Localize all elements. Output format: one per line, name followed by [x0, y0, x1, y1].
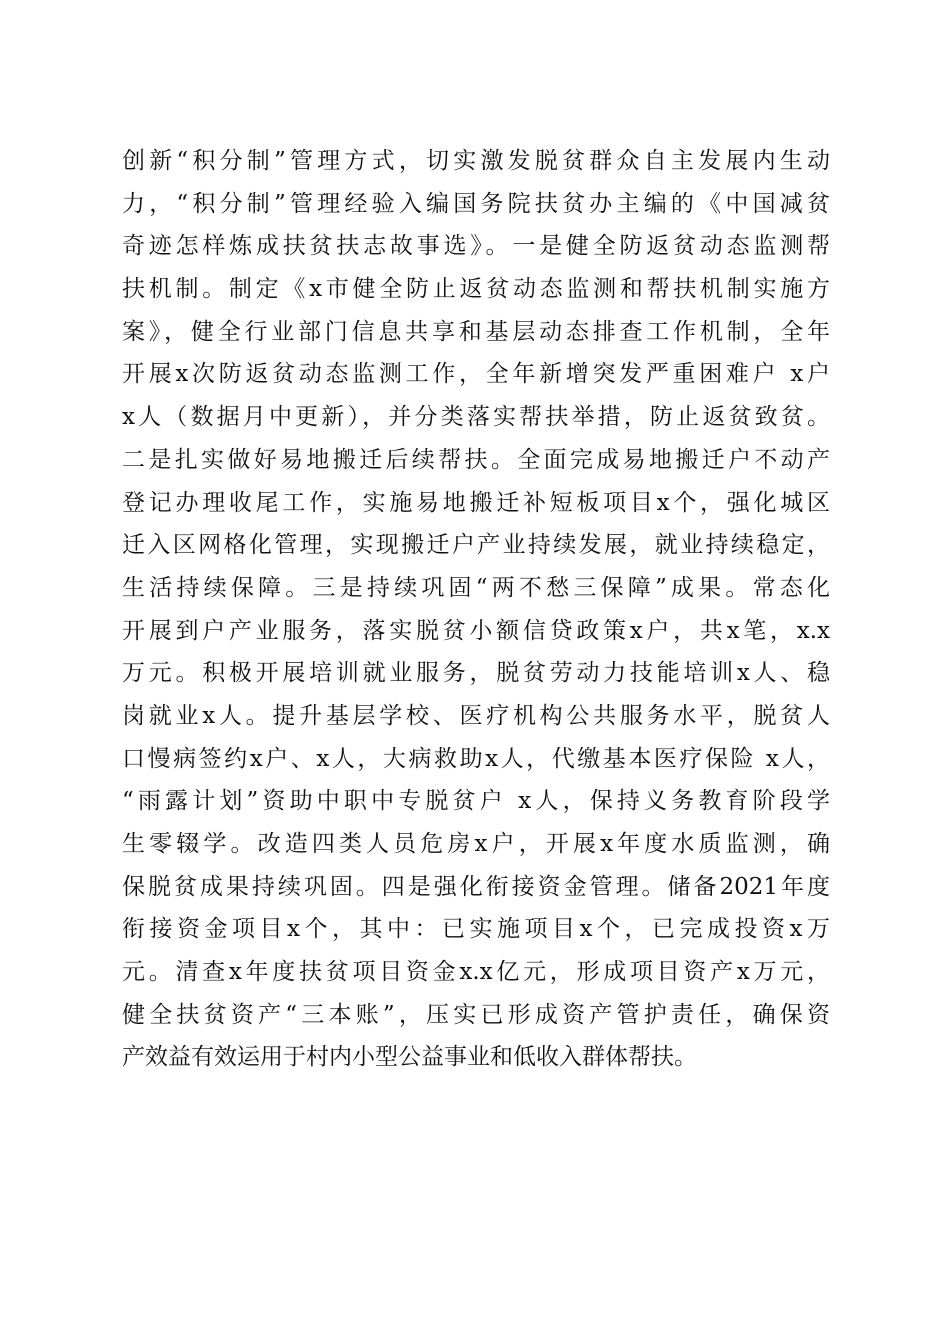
- text-line: 开展到户产业服务，落实脱贫小额信贷政策x户，共x笔，x.x: [122, 617, 830, 644]
- text-line: 健全扶贫资产“三本账”，压实已形成资产管护责任，确保资: [122, 1001, 830, 1028]
- text-line: 产效益有效运用于村内小型公益事业和低收入群体帮扶。: [122, 1044, 697, 1071]
- text-line: 生零辍学。改造四类人员危房x户，开展x年度水质监测，确: [122, 831, 830, 857]
- text-line: 万元。积极开展培训就业服务，脱贫劳动力技能培训x人、稳: [122, 660, 830, 687]
- text-line: 二是扎实做好易地搬迁后续帮扶。全面完成易地搬迁户不动产: [122, 446, 830, 473]
- text-line: 案》，健全行业部门信息共享和基层动态排查工作机制，全年: [122, 318, 830, 345]
- body-paragraph: [122, 140, 830, 1079]
- text-line: 扶机制。制定《x市健全防止返贫动态监测和帮扶机制实施方: [122, 276, 830, 303]
- text-line: 生活持续保障。三是持续巩固“两不愁三保障”成果。常态化: [122, 574, 830, 601]
- text-line: 创新“积分制”管理方式，切实激发脱贫群众自主发展内生动: [122, 148, 830, 174]
- text-line: 保脱贫成果持续巩固。四是强化衔接资金管理。储备2021年度: [122, 873, 830, 900]
- text-line: 登记办理收尾工作，实施易地搬迁补短板项目x个，强化城区: [122, 489, 830, 516]
- text-line: 岗就业x人。提升基层学校、医疗机构公共服务水平，脱贫人: [122, 702, 830, 729]
- text-line: 迁入区网格化管理，实现搬迁户产业持续发展，就业持续稳定，: [122, 532, 830, 559]
- text-line: 奇迹怎样炼成扶贫扶志故事选》。一是健全防返贫动态监测帮: [122, 233, 830, 260]
- text-line: 元。清查x年度扶贫项目资金x.x亿元，形成项目资产x万元，: [122, 959, 830, 986]
- text-line: “雨露计划”资助中职中专脱贫户 x人，保持义务教育阶段学: [122, 788, 830, 815]
- text-line: 衔接资金项目x个，其中：已实施项目x个，已完成投资x万: [122, 916, 830, 943]
- text-line: 口慢病签约x户、x人，大病救助x人，代缴基本医疗保险 x人，: [122, 745, 830, 772]
- text-line: 开展x次防返贫动态监测工作，全年新增突发严重困难户 x户: [122, 361, 830, 388]
- text-line: 力，“积分制”管理经验入编国务院扶贫办主编的《中国减贫: [122, 190, 830, 217]
- text-line: x人（数据月中更新），并分类落实帮扶举措，防止返贫致贫。: [122, 404, 830, 431]
